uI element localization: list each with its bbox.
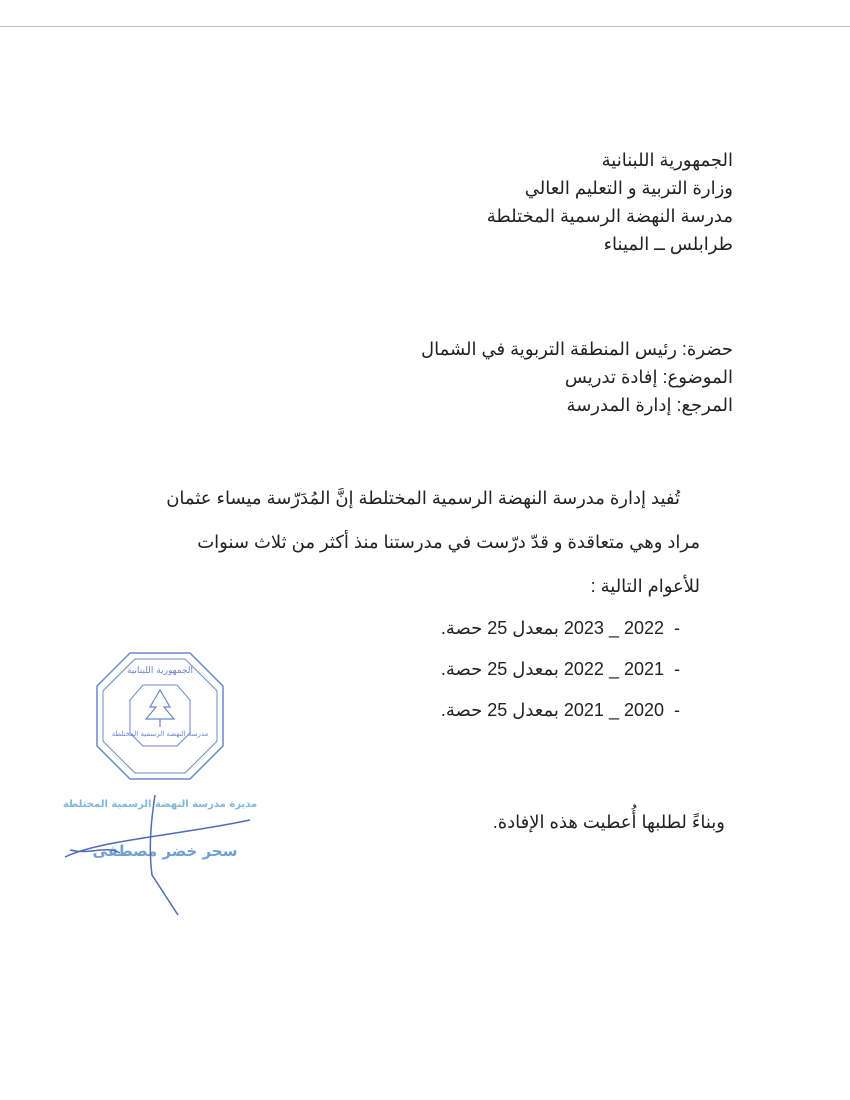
- letterhead-school: مدرسة النهضة الرسمية المختلطة: [486, 206, 733, 226]
- cedar-icon: [146, 690, 174, 727]
- recipient: حضرة: رئيس المنطقة التربوية في الشمال: [421, 339, 733, 359]
- year-item: [441, 690, 680, 731]
- year-text: 2021 _ 2022 بمعدل 25 حصة.: [440, 659, 664, 679]
- letterhead-ministry: وزارة التربية و التعليم العالي: [524, 178, 733, 198]
- letterhead: [487, 146, 733, 258]
- bullet: -: [674, 618, 680, 638]
- reference: المرجع: إدارة المدرسة: [566, 395, 733, 415]
- bullet: -: [674, 700, 680, 720]
- signatory-name: سحر خضر مصطفى: [92, 842, 238, 860]
- body-line-1: تُفيد إدارة مدرسة النهضة الرسمية المختلطة إنَّ المُدَرّسة ميساء عثمان: [166, 488, 680, 508]
- letterhead-country: الجمهورية اللبنانية: [601, 150, 733, 170]
- year-item: [441, 608, 680, 649]
- address-block: [421, 335, 733, 419]
- seal-center-text: مدرسة النهضة الرسمية المختلطة: [111, 730, 209, 738]
- scan-edge-line: [0, 26, 850, 27]
- body-line-2: مراد وهي متعاقدة و قدّ درّست في مدرستنا منذ أكثر من ثلاث سنوات: [197, 532, 700, 552]
- bullet: -: [674, 659, 680, 679]
- closing-line: وبناءً لطلبها أُعطيت هذه الإفادة.: [492, 812, 725, 832]
- seal-ring-text: الجمهورية اللبنانية: [126, 666, 194, 676]
- years-list: [441, 608, 680, 731]
- year-item: [441, 649, 680, 690]
- subject: الموضوع: إفادة تدريس: [564, 367, 733, 387]
- letterhead-city: طرابلس ــ الميناء: [603, 234, 733, 254]
- official-stamp-and-signature: [60, 645, 260, 925]
- signatory-title: مديرة مدرسة النهضة الرسمية المختلطة: [62, 799, 258, 810]
- body-line-3: للأعوام التالية :: [590, 576, 700, 596]
- year-text: 2020 _ 2021 بمعدل 25 حصة.: [440, 700, 664, 720]
- letter-body: [115, 476, 700, 608]
- year-text: 2022 _ 2023 بمعدل 25 حصة.: [440, 618, 664, 638]
